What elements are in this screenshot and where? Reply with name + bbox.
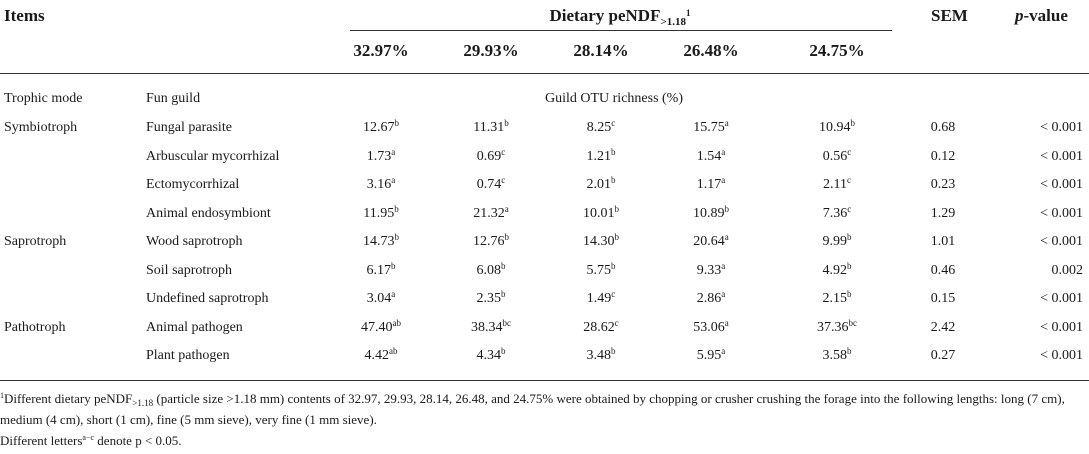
value-number: 5.75 xyxy=(586,263,611,278)
value-number: 4.34 xyxy=(476,348,501,363)
value-cell xyxy=(823,149,852,165)
p-value: 0.002 xyxy=(1051,263,1083,278)
value-number: 10.01 xyxy=(583,206,615,221)
value-number: 53.06 xyxy=(693,320,725,335)
value-number: 0.56 xyxy=(822,149,848,164)
value-cell xyxy=(823,177,851,193)
significance-letter: b xyxy=(394,118,399,128)
significance-letter: a xyxy=(721,147,726,157)
significance-letter: b xyxy=(614,232,619,242)
significance-letter: c xyxy=(847,147,852,157)
value-cell xyxy=(471,320,511,336)
value-number: 4.42 xyxy=(364,348,389,363)
value-number: 37.36 xyxy=(817,320,849,335)
significance-letter: a xyxy=(721,346,726,356)
value-number: 14.73 xyxy=(363,234,395,249)
value-number: 1.49 xyxy=(586,291,612,306)
header-dietary-sup: 1 xyxy=(685,8,691,18)
significance-letter: a xyxy=(721,289,726,299)
guild-label: Plant pathogen xyxy=(146,348,230,363)
p-value: < 0.001 xyxy=(1040,120,1083,135)
significance-letter: b xyxy=(847,232,852,242)
header-level-5: 24.75% xyxy=(809,41,865,60)
guild-label: Undefined saprotroph xyxy=(146,291,269,306)
significance-letter: b xyxy=(391,261,396,271)
significance-letter: ab xyxy=(389,346,398,356)
significance-letter: c xyxy=(501,175,506,185)
value-number: 2.11 xyxy=(823,177,847,192)
significance-letter: a xyxy=(724,318,729,328)
value-cell xyxy=(367,291,396,307)
value-cell xyxy=(361,320,401,336)
value-number: 21.32 xyxy=(473,206,505,221)
footnote-2-sup: a−c xyxy=(82,433,95,442)
value-cell xyxy=(477,177,506,193)
trophic-mode-label: Saprotroph xyxy=(4,234,67,249)
guild-label: Fungal parasite xyxy=(146,120,232,135)
significance-letter: b xyxy=(501,289,506,299)
value-number: 8.25 xyxy=(586,120,612,135)
value-cell xyxy=(587,291,616,307)
value-number: 14.30 xyxy=(583,234,615,249)
value-number: 12.67 xyxy=(363,120,395,135)
p-value: < 0.001 xyxy=(1040,291,1083,306)
value-number: 47.40 xyxy=(361,320,393,335)
value-cell xyxy=(363,120,399,136)
value-number: 10.94 xyxy=(819,120,851,135)
value-cell xyxy=(693,206,729,222)
footnote-1-text-b: (particle size >1.18 mm) contents of 32.97, 29.93, 28.14, 26.48, and 24.75% were obtained by chopping or crusher crushing the forage into the following lengths: long (7 cm), medium (4 cm), short (1 cm), fine (5 mm sieve), very fine (1 mm sieve). xyxy=(0,391,1065,427)
value-number: 0.74 xyxy=(476,177,502,192)
value-number: 9.33 xyxy=(696,263,722,278)
significance-letter: b xyxy=(394,232,399,242)
significance-letter: b xyxy=(847,261,852,271)
significance-letter: b xyxy=(501,346,506,356)
sem-value: 0.27 xyxy=(930,348,956,363)
significance-letter: b xyxy=(394,204,399,214)
p-value: < 0.001 xyxy=(1040,177,1083,192)
significance-letter: b xyxy=(504,232,509,242)
significance-letter: b xyxy=(501,261,506,271)
value-number: 2.86 xyxy=(696,291,722,306)
footnote-1-sub: >1.18 xyxy=(132,398,154,408)
header-dietary-label: Dietary peNDF xyxy=(549,6,661,25)
value-number: 12.76 xyxy=(473,234,505,249)
value-cell xyxy=(473,120,508,136)
value-number: 2.01 xyxy=(586,177,611,192)
significance-letter: b xyxy=(611,175,616,185)
value-number: 2.15 xyxy=(822,291,847,306)
header-span-rule xyxy=(350,30,892,31)
value-cell xyxy=(363,206,398,222)
header-items: Items xyxy=(4,6,45,25)
value-cell xyxy=(697,263,726,279)
significance-letter: b xyxy=(847,289,852,299)
significance-letter: b xyxy=(611,147,616,157)
footnote-2-text-b: denote p < 0.05. xyxy=(94,433,182,448)
header-bottom-rule xyxy=(0,73,1089,74)
header-level-4: 26.48% xyxy=(683,41,739,60)
value-number: 3.58 xyxy=(822,348,847,363)
sem-value: 1.01 xyxy=(930,234,956,249)
value-cell xyxy=(823,206,852,222)
value-number: 3.16 xyxy=(366,177,392,192)
value-cell xyxy=(693,234,729,250)
significance-letter: c xyxy=(611,118,616,128)
value-cell xyxy=(477,149,506,165)
value-cell xyxy=(819,120,855,136)
header-pvalue-italic: p xyxy=(1015,6,1024,25)
significance-letter: b xyxy=(847,346,852,356)
value-number: 9.99 xyxy=(822,234,847,249)
value-number: 1.17 xyxy=(696,177,722,192)
value-number: 11.31 xyxy=(473,120,505,135)
header-sem: SEM xyxy=(931,6,968,25)
value-number: 7.36 xyxy=(822,206,848,221)
header-dietary-sub: >1.18 xyxy=(660,16,686,28)
significance-letter: b xyxy=(850,118,855,128)
significance-letter: a xyxy=(391,147,396,157)
footnote-1-text-a: Different dietary peNDF xyxy=(4,391,133,406)
significance-letter: b xyxy=(614,204,619,214)
subheader-fun-guild: Fun guild xyxy=(146,91,201,106)
subheader-trophic-mode: Trophic mode xyxy=(4,91,83,106)
value-cell xyxy=(587,120,616,136)
header-pvalue-rest: -value xyxy=(1023,6,1068,25)
value-cell xyxy=(583,234,619,250)
value-cell xyxy=(363,234,399,250)
value-number: 0.69 xyxy=(476,149,502,164)
value-cell xyxy=(477,263,506,279)
value-cell xyxy=(693,120,729,136)
significance-letter: a xyxy=(391,175,396,185)
guild-label: Ectomycorrhizal xyxy=(146,177,240,192)
value-number: 11.95 xyxy=(363,206,395,221)
significance-letter: a xyxy=(724,232,729,242)
significance-letter: a xyxy=(504,204,509,214)
value-cell xyxy=(823,263,852,279)
value-cell xyxy=(697,291,726,307)
value-cell xyxy=(587,348,616,364)
value-cell xyxy=(473,206,509,222)
value-cell xyxy=(697,177,726,193)
value-number: 20.64 xyxy=(693,234,725,249)
value-cell xyxy=(583,206,619,222)
footnote-2-text-a: Different letters xyxy=(0,433,83,448)
value-cell xyxy=(367,149,396,165)
guild-label: Wood saprotroph xyxy=(146,234,243,249)
sem-value: 0.68 xyxy=(930,120,956,135)
significance-letter: a xyxy=(721,261,726,271)
guild-label: Soil saprotroph xyxy=(146,263,232,278)
value-number: 10.89 xyxy=(693,206,725,221)
sem-value: 0.12 xyxy=(930,149,956,164)
value-cell xyxy=(587,149,616,165)
significance-letter: c xyxy=(614,318,619,328)
significance-letter: ab xyxy=(392,318,401,328)
value-number: 38.34 xyxy=(471,320,503,335)
value-cell xyxy=(477,291,506,307)
sem-value: 0.23 xyxy=(930,177,956,192)
significance-letter: b xyxy=(611,261,616,271)
significance-letter: b xyxy=(724,204,729,214)
significance-letter: b xyxy=(504,118,509,128)
value-number: 1.21 xyxy=(586,149,611,164)
value-cell xyxy=(477,348,506,364)
value-cell xyxy=(823,234,852,250)
significance-letter: c xyxy=(846,175,851,185)
significance-letter: c xyxy=(501,147,506,157)
significance-letter: a xyxy=(721,175,726,185)
footnote-1 xyxy=(0,388,1085,430)
trophic-mode-label: Pathotroph xyxy=(4,320,66,335)
value-cell xyxy=(693,320,729,336)
sem-value: 0.46 xyxy=(930,263,956,278)
significance-letter: c xyxy=(847,204,852,214)
table-bottom-rule xyxy=(0,380,1089,381)
value-cell xyxy=(367,263,396,279)
sem-value: 2.42 xyxy=(930,320,956,335)
header-level-1: 32.97% xyxy=(353,41,409,60)
value-cell xyxy=(697,348,726,364)
sem-value: 0.15 xyxy=(930,291,956,306)
p-value: < 0.001 xyxy=(1040,234,1083,249)
value-number: 3.04 xyxy=(366,291,392,306)
significance-letter: bc xyxy=(848,318,857,328)
value-number: 4.92 xyxy=(822,263,847,278)
value-number: 3.48 xyxy=(586,348,611,363)
header-dietary-pendf xyxy=(550,6,691,26)
value-number: 1.73 xyxy=(366,149,392,164)
value-cell xyxy=(365,348,398,364)
header-pvalue xyxy=(1015,6,1068,26)
significance-letter: bc xyxy=(502,318,511,328)
significance-letter: c xyxy=(611,289,616,299)
value-number: 1.54 xyxy=(696,149,722,164)
p-value: < 0.001 xyxy=(1040,320,1083,335)
value-cell xyxy=(587,177,616,193)
footnote-1-marker: 1 xyxy=(0,391,4,400)
value-cell xyxy=(697,149,726,165)
value-number: 5.95 xyxy=(696,348,722,363)
value-cell xyxy=(817,320,857,336)
value-cell xyxy=(367,177,396,193)
guild-label: Animal endosymbiont xyxy=(146,206,271,221)
value-number: 6.08 xyxy=(476,263,501,278)
value-cell xyxy=(823,291,852,307)
guild-label: Animal pathogen xyxy=(146,320,243,335)
significance-letter: a xyxy=(724,118,729,128)
value-number: 6.17 xyxy=(366,263,391,278)
significance-letter: a xyxy=(391,289,396,299)
value-number: 15.75 xyxy=(693,120,725,135)
header-level-3: 28.14% xyxy=(573,41,629,60)
guild-label: Arbuscular mycorrhizal xyxy=(146,149,280,164)
value-cell xyxy=(473,234,509,250)
value-cell xyxy=(583,320,619,336)
significance-letter: b xyxy=(611,346,616,356)
p-value: < 0.001 xyxy=(1040,149,1083,164)
trophic-mode-label: Symbiotroph xyxy=(4,120,78,135)
subheader-otu-richness: Guild OTU richness (%) xyxy=(544,91,684,106)
sem-value: 1.29 xyxy=(930,206,956,221)
value-cell xyxy=(587,263,616,279)
value-number: 28.62 xyxy=(583,320,615,335)
header-level-2: 29.93% xyxy=(463,41,519,60)
p-value: < 0.001 xyxy=(1040,348,1083,363)
value-number: 2.35 xyxy=(476,291,501,306)
footnote-2 xyxy=(0,430,1085,451)
value-cell xyxy=(823,348,852,364)
p-value: < 0.001 xyxy=(1040,206,1083,221)
